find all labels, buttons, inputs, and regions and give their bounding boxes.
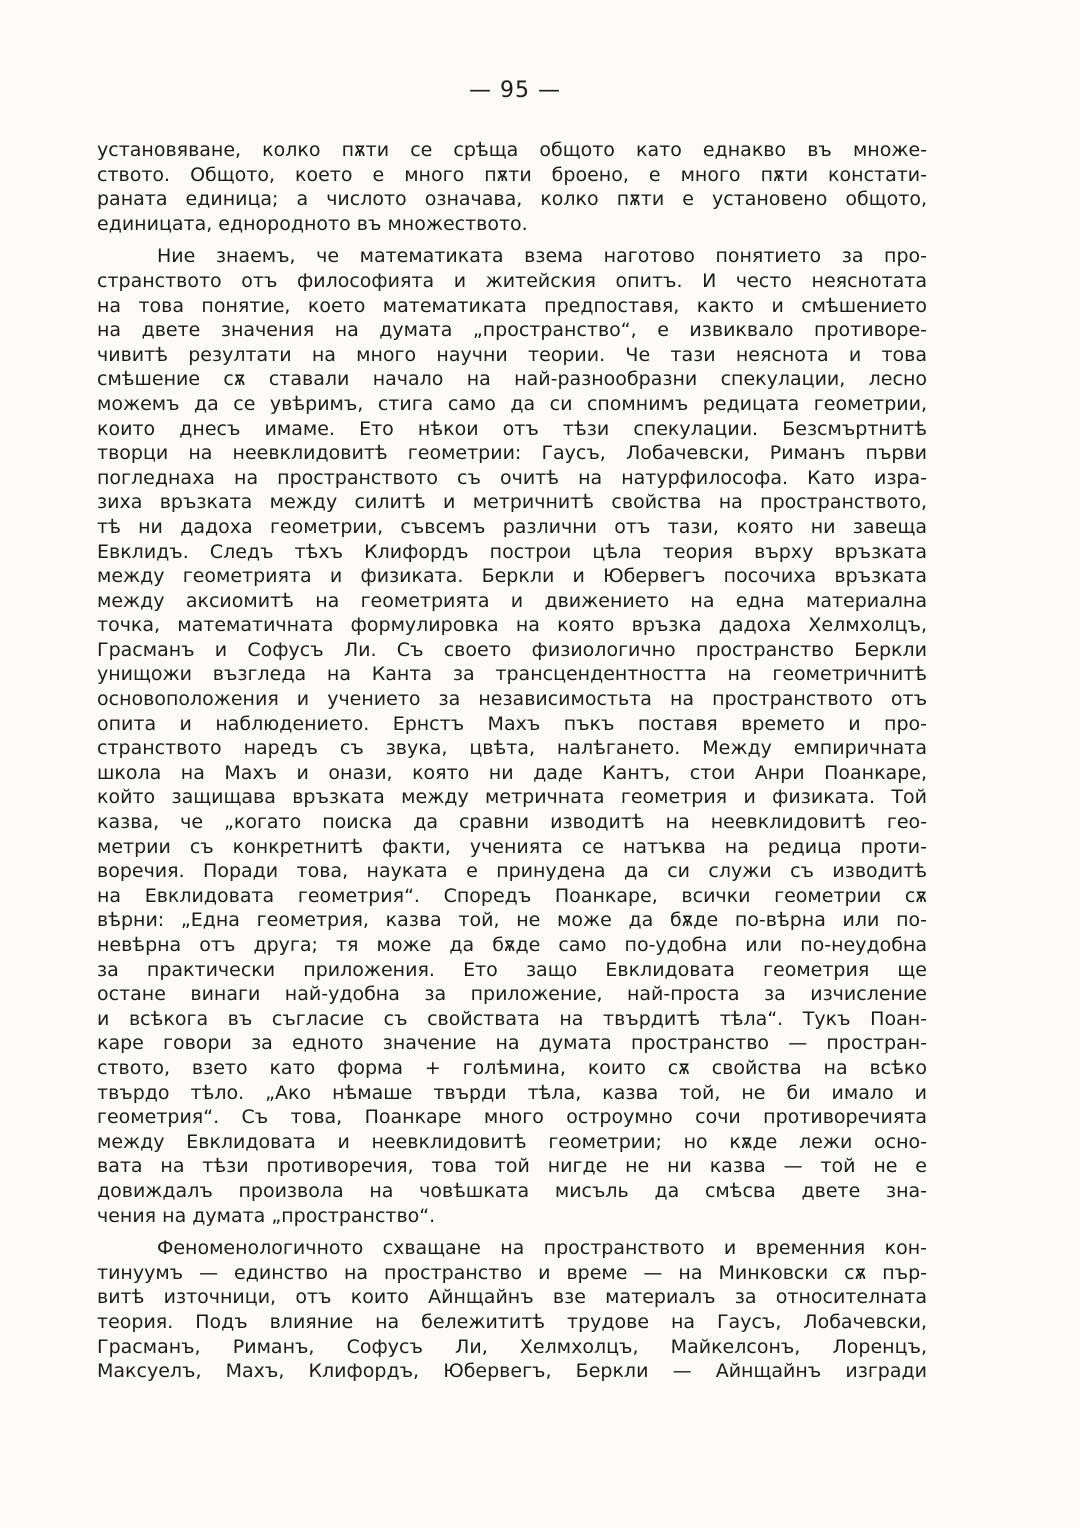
text-line: между геометрията и физиката. Беркли и Юбервегъ посочиха връзката (97, 565, 927, 588)
text-line: теория. Подъ влияние на бележититѣ трудове на Гаусъ, Лобачевски, (97, 1310, 927, 1333)
text-line: вѣрни: „Една геометрия, казва той, не може да бѫде по-вѣрна или по- (97, 909, 927, 932)
text-line: ството, взето като форма + голѣмина, които сѫ свойства на всѣко (97, 1056, 927, 1079)
text-line: довиждалъ произвола на човѣшката мисъль да смѣсва двете зна- (97, 1179, 927, 1202)
text-line: можемъ да се увѣримъ, стига само да си спомнимъ редицата геометрии, (97, 392, 927, 415)
text-line: школа на Махъ и онази, която ни даде Кантъ, стои Анри Поанкаре, (97, 761, 927, 784)
text-line: смѣшение сѫ ставали начало на най-разнообразни спекулации, лесно (97, 368, 927, 391)
text-line: унищожи възгледа на Канта за трансцендентността на геометричнитѣ (97, 663, 927, 686)
text-body (97, 138, 927, 1384)
text-line: между аксиомитѣ на геометрията и движението на една материална (97, 589, 927, 612)
paragraph (97, 138, 927, 236)
text-line: който защищава връзката между метричната геометрия и физиката. Той (97, 786, 927, 809)
text-line: опита и наблюдението. Ернстъ Махъ пъкъ поставя времето и про- (97, 712, 927, 735)
text-line: тѣ ни дадоха геометрии, съвсемъ различни отъ тази, която ни завеща (97, 515, 927, 538)
text-line: каре говори за едното значение на думата пространство — простран- (97, 1032, 927, 1055)
text-line: казва, че „когато поиска да сравни изводитѣ на неевклидовитѣ гео- (97, 811, 927, 834)
text-line: и всѣкога въ съгласие съ свойствата на твърдитѣ тѣла“. Тукъ Поан- (97, 1007, 927, 1030)
text-line: чения на думата „пространство“. (97, 1204, 436, 1227)
text-line: тинуумъ — единство на пространство и време — на Минковски сѫ пър- (97, 1261, 927, 1284)
text-line: на Евклидовата геометрия“. Споредъ Поанкаре, всички геометрии сѫ (97, 884, 927, 907)
text-line: установяване, колко пѫти се срѣща общото като еднакво въ множе- (97, 139, 927, 161)
text-line: между Евклидовата и неевклидовитѣ геометрии; но кѫде лежи осно- (97, 1130, 927, 1153)
paragraph (97, 244, 927, 1228)
text-line: Ние знаемъ, че математиката взема наготово понятието за про- (157, 245, 927, 268)
text-line: които днесъ имаме. Ето нѣкои отъ тѣзи спекулации. Безсмъртнитѣ (97, 417, 927, 440)
text-line: вата на тѣзи противоречия, това той нигде не ни казва — той не е (97, 1155, 927, 1178)
text-line: за практически приложения. Ето защо Евклидовата геометрия ще (97, 958, 927, 981)
text-line: невѣрна отъ друга; тя може да бѫде само по-удобна или по-неудобна (97, 934, 927, 956)
text-line: твърдо тѣло. „Ако нѣмаше твърди тѣла, казва той, не би имало и (97, 1081, 927, 1104)
text-line: чивитѣ резултати на много научни теории. Че тази неяснота и това (97, 343, 927, 366)
text-line: на двете значения на думата „пространство“, е извиквало противоре- (97, 319, 927, 342)
text-line: Феноменологичното схващане на пространството и временния кон- (157, 1237, 927, 1260)
text-line: Грасманъ и Софусъ Ли. Съ своето физиологично пространство Беркли (97, 638, 927, 661)
paragraph (97, 1236, 927, 1384)
text-line: метрии съ конкретнитѣ факти, ученията се натъква на редица проти- (97, 835, 927, 858)
text-line: на това понятие, което математиката предпоставя, както и смѣшението (97, 294, 927, 317)
text-line: Максуелъ, Махъ, Клифордъ, Юбервегъ, Беркли — Айнщайнъ изгради (97, 1360, 927, 1383)
page-number: — 95 — (469, 78, 561, 103)
text-line: воречия. Поради това, науката е принудена да си служи съ изводитѣ (97, 860, 927, 883)
text-line: ството. Общото, което е много пѫти броено, е много пѫти констати- (97, 163, 927, 186)
text-line: раната единица; а числото означава, колко пѫти е установено общото, (97, 188, 927, 211)
text-line: странството наредъ съ звука, цвѣта, налѣгането. Между емпиричната (97, 737, 927, 760)
text-line: Грасманъ, Риманъ, Софусъ Ли, Хелмхолцъ, Майкелсонъ, Лоренцъ, (97, 1335, 927, 1358)
text-line: точка, математичната формулировка на която връзка дадоха Хелмхолцъ, (97, 614, 927, 637)
text-line: Евклидъ. Следъ тѣхъ Клифордъ построи цѣла теория върху връзката (97, 540, 927, 563)
text-line: витѣ източници, отъ които Айнщайнъ взе материалъ за относителната (97, 1286, 927, 1309)
text-line: геометрия“. Съ това, Поанкаре много остроумно сочи противоречията (97, 1106, 927, 1129)
text-line: единицата, еднородното въ множеството. (97, 212, 528, 235)
text-line: странството отъ философията и житейския опитъ. И често неяснотата (97, 269, 927, 292)
text-line: зиха връзката между силитѣ и метричнитѣ свойства на пространството, (97, 491, 927, 514)
text-line: основоположения и учението за независимостьта на пространството отъ (97, 688, 927, 711)
text-line: остане винаги най-удобна за приложение, най-проста за изчисление (97, 983, 927, 1006)
text-line: погледнаха на пространството съ очитѣ на натурфилософа. Като изра- (97, 466, 927, 489)
text-line: творци на неевклидовитѣ геометрии: Гаусъ, Лобачевски, Риманъ първи (97, 442, 927, 465)
